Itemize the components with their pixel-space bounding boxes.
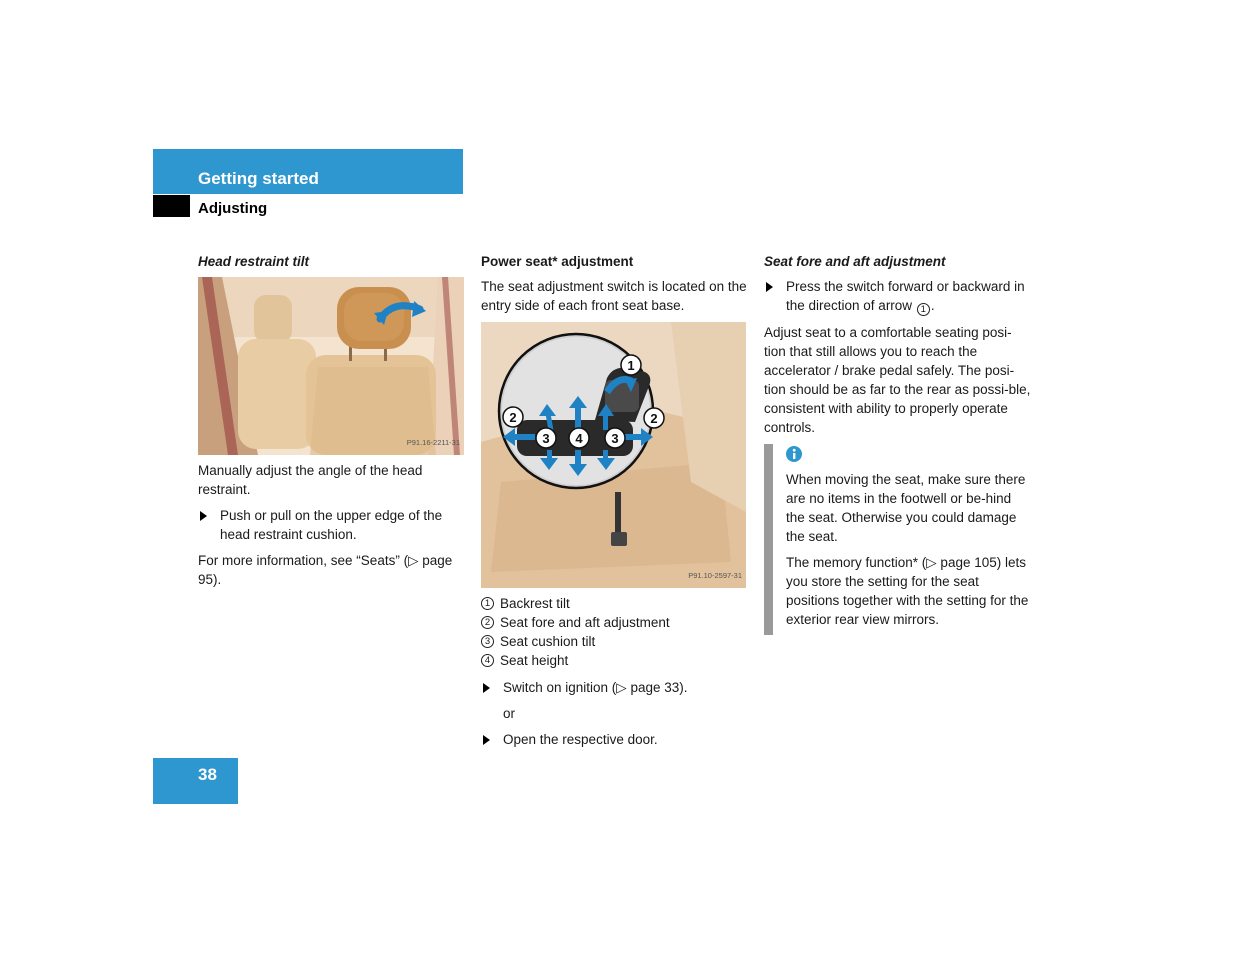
legend-item-backrest-tilt [481,594,749,613]
head-restraint-step [198,506,466,544]
svg-text:2: 2 [509,410,517,425]
note-bar [764,444,773,635]
press-switch-step [764,277,1032,316]
step-text: Press the switch forward or backward in the direction of arrow [786,279,1025,313]
info-note [764,444,1032,635]
step-text-end: . [930,298,935,313]
number-circle-icon: 2 [481,616,494,629]
svg-text:3: 3 [611,431,619,446]
seat-switch-image [481,322,746,588]
page-number-box [153,758,238,804]
number-circle-icon: 1 [481,597,494,610]
head-restraint-image [198,277,464,455]
bullet-arrow-icon [200,511,207,521]
legend-item-seat-cushion-tilt [481,632,749,651]
figure-code: P91.10-2597-31 [688,571,742,580]
heading-head-restraint-tilt: Head restraint tilt [198,254,310,269]
svg-text:4: 4 [575,431,583,446]
seat-switch-illustration [481,322,746,588]
legend-label: Seat cushion tilt [500,634,596,649]
note-text-2: The memory function* (▷ page 105) lets you store the setting for the seat positions together with the setting for the exterior rear view mirrors. [786,555,1029,628]
svg-text:2: 2 [650,411,658,426]
note-text-1: When moving the seat, make sure there are no items in the footwell or be-hind the seat. Otherwise you could damage the seat. [786,472,1026,545]
seat-position-paragraph: Adjust seat to a comfortable seating posi-tion that still allows you to reach the accelerator / brake pedal safely. The posi-tion should be as far to the rear as possi-ble, consistent with ability to properly operate controls. [764,325,1031,436]
svg-text:1: 1 [627,358,635,373]
number-circle-icon: 3 [481,635,494,648]
step-text: Switch on ignition (▷ page 33). [503,680,688,695]
number-circle-icon: 4 [481,654,494,667]
bullet-arrow-icon [483,735,490,745]
info-icon [786,446,802,462]
head-restraint-intro: Manually adjust the angle of the head restraint. [198,463,423,497]
column-power-seat [481,252,749,756]
legend-label: Seat fore and aft adjustment [500,615,670,630]
step-text: Push or pull on the upper edge of the head restraint cushion. [220,508,443,542]
page-number: 38 [198,765,217,784]
heading-power-seat-adjustment: Power seat* adjustment [481,254,634,269]
bullet-arrow-icon [483,683,490,693]
svg-text:3: 3 [542,431,550,446]
column-seat-fore-aft [764,252,1032,635]
power-seat-intro: The seat adjustment switch is located on the entry side of each front seat base. [481,279,747,313]
step-text: Open the respective door. [503,732,658,747]
more-info-link-text: For more information, see “Seats” (▷ page 95). [198,553,453,587]
open-door-step [481,730,749,749]
head-restraint-illustration [198,277,464,455]
legend-item-seat-height [481,651,749,670]
column-head-restraint [198,252,466,596]
switch-on-ignition-step [481,678,749,697]
section-title: Getting started [198,169,319,188]
subsection-marker [153,195,190,217]
legend-label: Seat height [500,653,569,668]
legend-item-seat-fore-aft [481,613,749,632]
bullet-arrow-icon [766,282,773,292]
heading-seat-fore-aft: Seat fore and aft adjustment [764,254,946,269]
number-circle-icon: 1 [917,303,930,316]
figure-code: P91.16-2211-31 [406,438,460,447]
subsection-title: Adjusting [198,200,268,217]
legend-label: Backrest tilt [500,596,570,611]
or-text: or [503,706,516,721]
